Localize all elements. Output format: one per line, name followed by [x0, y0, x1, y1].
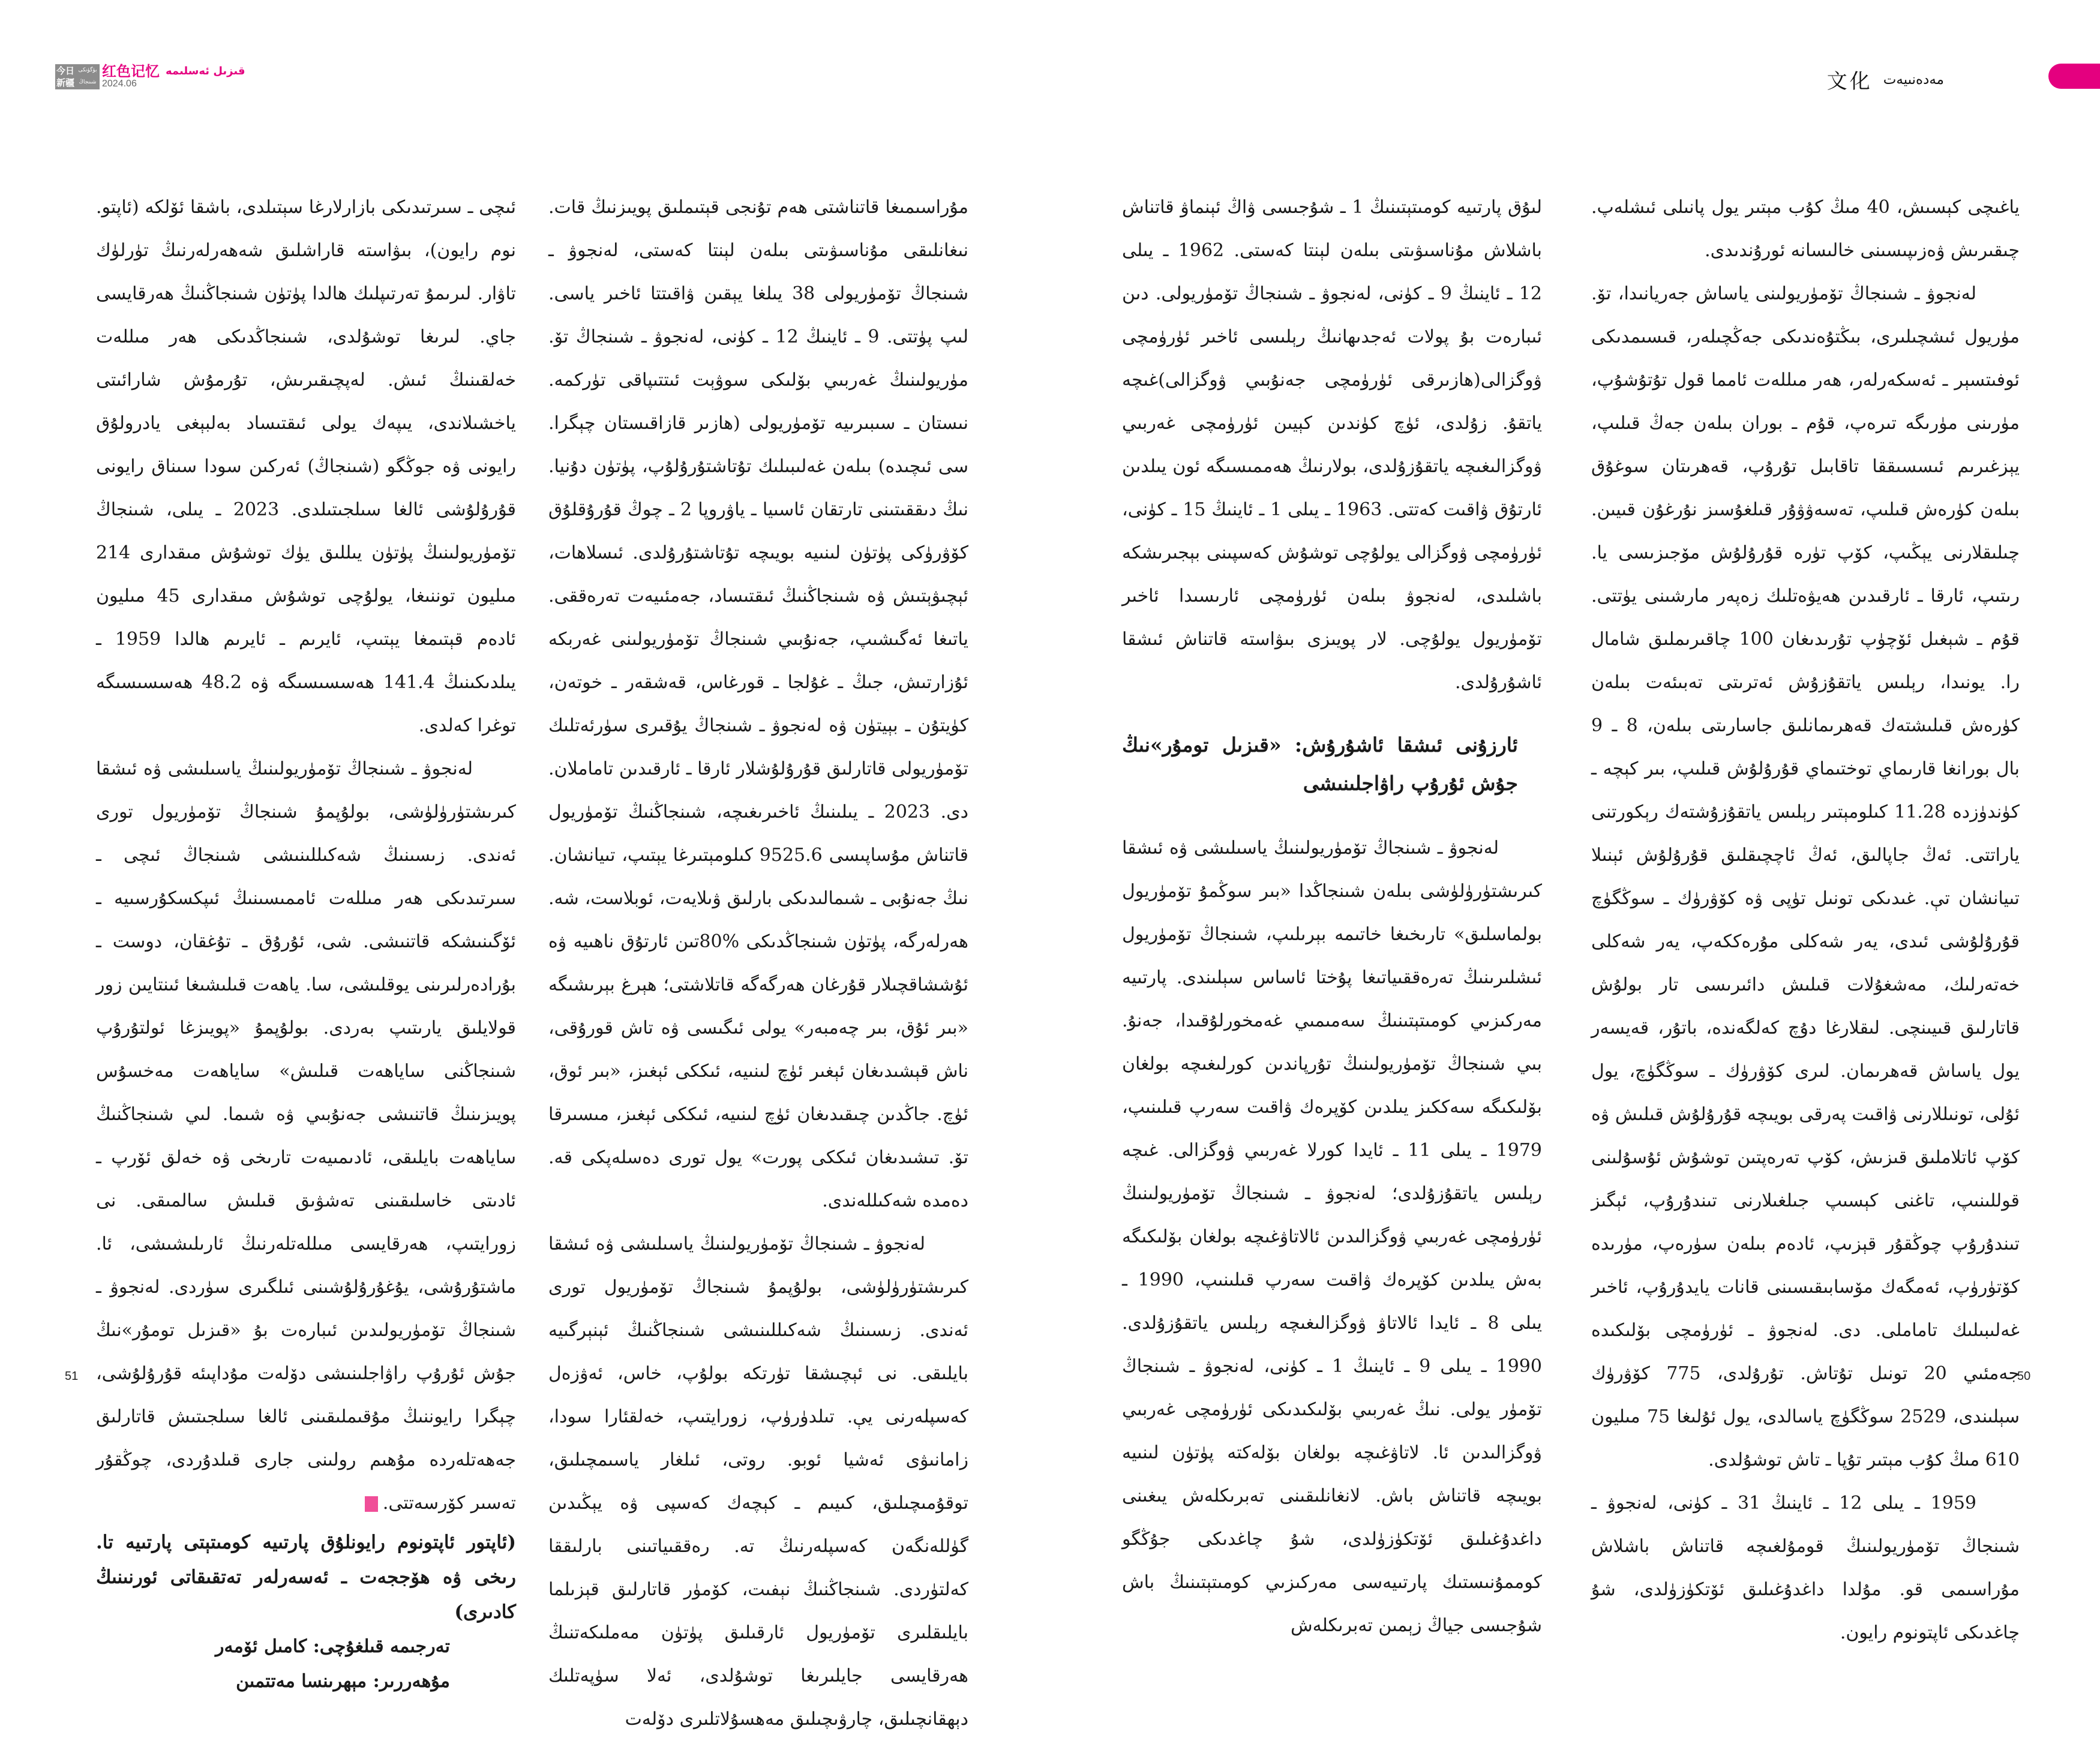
section-subheading: ئارزۇنى ئىشقا ئاشۇرۇش: «قىزىل تومۇر»نىڭ جۇش ئۇرۇپ راۋاجلىنىشى [1122, 733, 1518, 795]
category-uyghur: مەدەنىيەت [1883, 71, 1944, 88]
body-paragraph: لەنجوۋ ـ شىنجاڭ تۆمۈريولىنى ياساش جەريانىدا، تۆ. مۈريول ئىشچىلىرى، بىڭتۇەندىكى جەڭچىلەر، قىسىمدىكى ئوفىتسېر ـ ئەسكەرلەر، ھەر مىللەت ئامما قول تۇتۇشۇپ، مۈرىنى مۈرىگە تىرەپ، قۇم ـ بوران بىلەن جەڭ قىلىپ، يېزغىرىم ئىسسىققا تاقابىل تۇرۇپ، قەھرىتان سوغۇق بىلەن كۈرەش قىلىپ، تەسەۋۋۇر قىلغۇسىز نۇرغۇن قىيىن. چىلىقلارنى يېڭىپ، كۆپ تۈرە قۇرۇلۇش مۆجىزىسى يا. رىتىپ، ئارقا ـ ئارقىدىن ھەيۋەتلىك زەپەر مارشىنى يۈتتى. قۇم ـ شېغىل ئۆچۈپ تۇرىدىغان 100 چاقىرىملىق شامال را. يونىدا، رېلىس ياتقۇزۇش ئەترىتى تەبىئەت بىلەن كۈرەش قىلىشتەك قەھرىمانلىق جاسارىتى بىلەن، 8 ـ 9 بال بورانغا قارىماي توختىماي قۇرۇلۇش قىلىپ، بىر كېچە ـ كۈندۈزدە 11.28 كىلومېتىر رېلىس ياتقۇزۇشتەك رېكورتنى ياراتتى. ئەڭ جاپالىق، ئەڭ ئاچچىقلىق قۇرۇلۇش ئېنىلا تىيانشان تې. غىدىكى تونىل تۈپى ۋە كۆۋرۈك ـ سوڭگۈچ قۇرۇلۇشى ئىدى، يەر شەكلى مۇرەككەپ، يەر شەكلى خەتەرلىك، مەشغۇلات قىلىش دائىرىسى تار بولۇش قاتارلىق قىيىنچى. لىقلارغا دۇچ كەلگەندە، باتۇر، قەيسەر يول ياساش قەھرىمان. لىرى كۆۋرۈك ـ سوڭگۈچ، يول ئۇلى، تونىللارنى ۋاقىت پەرقى بويىچە قۇرۇلۇش قىلىش ۋە كۆپ ئاتلاملىق قىزىش، كۆپ تەرەپتىن توشۇش ئۇسۇلىنى قوللىنىپ، تاغنى كېسىپ جىلغىلارنى تىندۇرۇپ، ئېگىز تىندۇرۇپ چوڭقۇر قېزىپ، ئادەم بىلەن سۈرەپ، مۈرىدە كۆتۈرۈپ، ئەمگەك مۆسابىقىسىنى قانات يايدۇرۇپ، ئاخىر غەلىبىلىك تاماملى. دى. لەنجوۋ ـ ئۈرۈمچى بۆلىكىدە جەمئىي 20 تونىل تۇتاش. تۇرۇلدى، 775 كۆۋرۈك سېلىندى، 2529 سوڭگۈچ ياسالدى، يول ئۇلىغا 75 مىليون 610 مىڭ كۇب مېتىر تۇپا ـ تاش توشۇلدى. [1591, 283, 2020, 1470]
category-tab-marker [2048, 64, 2100, 89]
body-paragraph: 1959 ـ يىلى 12 ـ ئاينىڭ 31 ـ كۈنى، لەنجوۋ ـ شىنجاڭ تۆمۈريولىنىڭ قومۇلغىچە قاتناش باشلاش مۇراسىمى قو. مۇلدا داغدۇغىلىق ئۆتكۈزۈلدى، شۇ چاغدىكى ئاپتونوم رايون. [1591, 1493, 2020, 1643]
category-chinese: 文化 [1826, 70, 1873, 94]
logo-chinese [55, 64, 76, 89]
body-paragraph: لەنجوۋ ـ شىنجاڭ تۆمۈريولىنىڭ ياسىلىشى ۋە ئىشقا كىرىشتۈرۈلۈشى بىلەن شىنجاڭدا «بىر سوڭمۇ تۆمۈريول بولماسلىق» تارىخىغا خاتىمە بېرىلىپ، شىنجاڭ تۆمۈريول ئىشلىرىنىڭ تەرەققىياتىغا پۇختا ئاساس سېلىندى. پارتىيە مەركىزىي كومىتېتىنىڭ سەمىمىي غەمخورلۇقىدا، جەنۇ. بىي شىنجاڭ تۆمۈريولىنىڭ تۇرپاندىن كورلىغىچە بولغان بۆلىكىگە سەككىز يىلدىن كۆپرەك ۋاقىت سەرپ قىلىنىپ، 1979 ـ يىلى 11 ـ ئايدا كورلا غەربىي ۋوگزالى. غىچە رېلىس ياتقۇزۇلدى؛ لەنجوۋ ـ شىنجاڭ تۆمۈريولىنىڭ ئۈرۈمچى غەربىي ۋوگزالىدىن ئالاتاۋغىچە بولغان بۆلىكىگە بەش يىلدىن كۆپرەك ۋاقىت سەرپ قىلىنىپ، 1990 ـ يىلى 8 ـ ئايدا ئالاتاۋ ۋوگزالىغىچە رېلىس ياتقۇزۇلدى. 1990 ـ يىلى 9 ـ ئاينىڭ 1 ـ كۈنى، لەنجوۋ ـ شىنجاڭ تۆمۈر يولى. نىڭ غەربىي بۆلىكىدىكى ئۈرۈمچى غەربىي ۋوگزالىدىن ئا. لاتاۋغىچە بولغان بۆلەكتە پۈتۈن لىنىيە بويىچە قاتناش باش. لانغانلىقىنى تەبرىكلەش يىغىنى داغدۇغىلىق ئۆتكۈزۈلدى، شۇ چاغدىكى جۇڭگو كوممۇنىستىك پارتىيەسى مەركىزىي كومىتېتىنىڭ باش شۇجىسى جياڭ زېمىن تەبرىكلەش [1122, 838, 1543, 1636]
text-column-4 [96, 186, 516, 1699]
page-number-left: 51 [65, 1370, 79, 1383]
category-header [1827, 65, 2045, 94]
text-column-3 [548, 186, 968, 1741]
end-of-article-icon: ل [365, 1496, 378, 1512]
logo-cn-line1: 今日 [56, 65, 74, 76]
body-paragraph: ئىچى ـ سىرتىدىكى بازارلارغا سېتىلدى، باشقا ئۆلكە (ئاپتو. نوم رايون)، بىۋاستە قاراشلىق شەھەرلەرنىڭ تۈرلۈك تاۋار. لىرىمۇ تەرتىپلىك ھالدا پۈتۈن شىنجاڭنىڭ ھەرقايسى جاي. لىرىغا توشۇلدى، شىنجاڭدىكى ھەر مىللەت خەلقىنىڭ ئىش. لەپچىقىرىش، تۇرمۇش شارائىتى ياخشىلاندى، يىپەك يولى ئىقتىساد بەلبېغى يادرولۇق رايونى ۋە جوڭگو (شىنجاڭ) ئەركىن سودا سىناق رايونى قۇرۇلۇشى ئالغا سىلجىتىلدى. 2023 ـ يىلى، شىنجاڭ تۆمۈريولىنىڭ پۈتۈن يىللىق يۈك توشۇش مىقدارى 214 مىليون توننىغا، يولۇچى توشۇش مىقدارى 45 مىليون ئادەم قېتىمغا يېتىپ، ئايرىم ـ ئايرىم ھالدا 1959 ـ يىلدىكىنىڭ 141.4 ھەسسىسىگە ۋە 48.2 ھەسسىسىگە توغرا كەلدى. [96, 197, 517, 736]
issue-date: 2024.06 [102, 79, 137, 89]
body-paragraph: لەنجوۋ ـ شىنجاڭ تۆمۈريولىنىڭ ياسىلىشى ۋە ئىشقا كىرىشتۈرۈلۈشى، بولۇپمۇ شىنجاڭ تۆمۈريول تورى ئەندى. زىسىنىڭ شەكىللىنىشى شىنجاڭ ئىچى ـ سىرتىدىكى ھەر مىللەت ئاممىسىنىڭ ئىپكسكۇرسىيە ـ ئۆگىنىشكە قاتنىشى. شى، ئۇرۇق ـ تۇغقان، دوست ـ بۇرادەرلىرىنى يوقلىشى، سا. ياھەت قىلىشىغا ئىنتايىن زور قولايلىق يارىتىپ بەردى. بولۇپمۇ «پويىزغا ئولتۇرۇپ شىنجاڭنى ساياھەت قىلىش» ساياھەت مەخسۇس پويىزىنىڭ قاتنىشى جەنۇبىي ۋە شىما. لىي شىنجاڭنىڭ ساياھەت بايلىقى، ئادىمىيەت تارىخى ۋە خەلق ئۆرپ ـ ئادىتى خاسلىقىنى تەشۋىق قىلىش سالمىقى. نى زورايتىپ، ھەرقايسى مىللەتلەرنىڭ ئارىلىشىشى، ئا. ماشتۇرۇشى، يۇغۇرۇلۇشىنى ئىلگىرى سۈردى. لەنجوۋ ـ شىنجاڭ تۆمۈريولىدىن ئىبارەت بۇ «قىزىل تومۇر»نىڭ جۇش ئۇرۇپ راۋاجلىنىشى دۆلەت مۇداپىئە قۇرۇلۇشى، چېگرا رايوننىڭ مۇقىملىقىنى ئالغا سىلجىتىش قاتارلىق جەھەتلەردە مۇھىم رولىنى جارى قىلدۇردى، چوڭقۇر تەسىر كۆرسەتتى.ل [96, 758, 516, 1514]
page-number-right: 50 [2017, 1370, 2031, 1383]
section-title-uyghur: قىزىل ئەسلىمە [166, 65, 245, 77]
staff-credit: مۇھەررىر: مېھرىنسا مەتتمىن [236, 1671, 450, 1692]
section-title-chinese: 红色记忆 [102, 63, 160, 80]
staff-credit: تەرجىمە قىلغۇچى: كامىل ئۆمەر [215, 1636, 450, 1657]
body-paragraph: لەنجوۋ ـ شىنجاڭ تۆمۈريولىنىڭ ياسىلىشى ۋە ئىشقا كىرىشتۈرۈلۈشى، بولۇپمۇ شىنجاڭ تۆمۈريول تورى ئەندى. زىسىنىڭ شەكىللىنىشى شىنجاڭنىڭ ئېنېرگىيە بايلىقى. نى ئېچىشقا تۈرتكە بولۇپ، خاس، ئەۋزەل كەسپلەرنى يې. تىلدۈرۈپ، زورايتىپ، خەلقئارا سودا، زامانىۋى ئەشيا ئوبو. روتى، ئىلغار ياسىمچىلىق، توقۇمىچىلىق، كىيىم ـ كېچەك كەسپى ۋە يېڭىدىن گۈللەنگەن كەسپلەرنىڭ تە. رەققىياتىنى بارلىققا كەلتۈردى. شىنجاڭنىڭ نېفىت، كۆمۈر قاتارلىق قېزىلما بايلىقلىرى تۆمۈريول ئارقىلىق پۈتۈن مەملىكەتنىڭ ھەرقايسى جايلىرىغا توشۇلدى، ئەلا سۈپەتلىك دېھقانچىلىق، چارۋىچىلىق مەھسۇلاتلىرى دۆلەت [548, 1233, 968, 1730]
header-titles [102, 64, 245, 89]
body-paragraph: ياغىچى كېسىش، 40 مىڭ كۇب مېتىر يول پانىلى ئىشلەپ. چىقىرىش ۋەزىپىسىنى خالىسانە ئورۇندىدى. [1591, 197, 2020, 261]
logo-ug-line2: شىنجاڭ [79, 79, 97, 85]
magazine-header [55, 64, 245, 89]
body-paragraph: مۇراسىمىغا قاتناشتى ھەم تۇنجى قېتىملىق پويىزنىڭ قات. نىغانلىقى مۇناسىۋىتى بىلەن لېنتا كەستى، لەنجوۋ ـ شىنجاڭ تۆمۈريولى 38 يىلغا يېقىن ۋاقىتتا ئاخىر ياسى. لىپ پۈتتى. 9 ـ ئاينىڭ 12 ـ كۈنى، لەنجوۋ ـ شىنجاڭ تۆ. مۈريولىنىڭ غەربىي بۆلىكى سوۋېت ئىتتىپاقى تۈركمە. نىستان ـ سىبىرىيە تۆمۈريولى (ھازىر قازاقىستان چېگرا. سى ئىچىدە) بىلەن غەلىبىلىك تۇتاشتۇرۇلۇپ، پۈتۈن دۇنيا. نىڭ دىققىتىنى تارتقان ئاسىيا ـ ياۋروپا 2 ـ چوڭ قۇرۇقلۇق كۆۋرۈكى پۈتۈن لىنىيە بويىچە تۇتاشتۇرۇلدى. ئىسلاھات، ئېچىۋېتىش ۋە شىنجاڭنىڭ ئىقتىساد، جەمئىيەت تەرەققى. ياتىغا ئەگىشىپ، جەنۇبىي شىنجاڭ تۆمۈريولىنى غەربكە ئۇزارتىش، جىڭ ـ غۇلجا ـ قورغاس، قەشقەر ـ خوتەن، كۈيتۇن ـ بېيتۈن ۋە لەنجوۋ ـ شىنجاڭ يۇقىرى سۈرئەتلىك تۆمۈريولى قاتارلىق قۇرۇلۇشلار ئارقا ـ ئارقىدىن تاماملان. دى. 2023 ـ يىلىنىڭ ئاخىرىغىچە، شىنجاڭنىڭ تۆمۈريول قاتناش مۇساپىسى 9525.6 كىلومېتىرغا يېتىپ، تىيانشان. نىڭ جەنۇبى ـ شىمالىدىكى بارلىق ۋىلايەت، ئوبلاست، شە. ھەرلەرگە، پۈتۈن شىنجاڭدىكى %80تىن ئارتۇق ناھىيە ۋە ئۇششاقچىلار قۇرغان ھەرگەگە قاتلاشتى؛ ھېرغ بېرىشىگە «بىر ئۇق، بىر چەمبەر» يولى ئىگىسى ۋە تاش قورۇقى، ناش قېشىدىغان ئېغىر ئۈچ لىنىيە، ئىككى ئېغىز، «بىر ئوق، ئۈچ. جاڭدىن چىقىدىغان ئۈچ لىنىيە، ئىككى ئېغىز، مىسىرقا تۆ. تىشىدىغان ئىككى پورت» يول تورى دەسلەپكى قە. دەمدە شەكىللەندى. [548, 197, 969, 1211]
body-paragraph: لىۇق پارتىيە كومىتېتىنىڭ 1 ـ شۇجىسى ۋاڭ ئېنماۋ قاتناش باشلاش مۇناسىۋىتى بىلەن لېنتا كەستى. 1962 ـ يىلى 12 ـ ئاينىڭ 9 ـ كۈنى، لەنجوۋ ـ شىنجاڭ تۆمۈريولى. دىن ئىبارەت بۇ پولات ئەجدىھانىڭ رېلىسى ئاخىر ئۈرۈمچى ۋوگزالى(ھازىرقى ئۈرۈمچى جەنۇبىي ۋوگزالى)غىچە ياتقۇ. زۇلدى، ئۈچ كۈندىن كېيىن ئۈرۈمچى غەربىي ۋوگزالىغىچە ياتقۇزۇلدى، بولارنىڭ ھەممىسىگە ئون يىلدىن ئارتۇق ۋاقىت كەتتى. 1963 ـ يىلى 1 ـ ئاينىڭ 15 ـ كۈنى، ئۈرۈمچى ۋوگزالى يولۇچى توشۇش كەسپىنى بېجىرىشكە باشلىدى، لەنجوۋ بىلەن ئۈرۈمچى ئارىسىدا ئاخىر تۆمۈريول يولۇچى. لار پويىزى بىۋاستە قاتناش ئىشقا ئاشۇرۇلدى. [1122, 197, 1542, 693]
logo-ug-line1: بۈگۈنكى [78, 67, 97, 73]
magazine-logo [55, 64, 100, 89]
author-credit: (ئاپتور ئاپتونوم رايونلۇق پارتىيە كومىتېتى پارتىيە تا. رىخى ۋە ھۆججەت ـ ئەسەرلەر تەتقىقاتى ئورنىنىڭ كادىرى) [96, 1532, 516, 1623]
text-column-2 [1122, 186, 1542, 1647]
logo-uyghur [76, 64, 100, 89]
logo-cn-line2: 新疆 [56, 77, 74, 88]
